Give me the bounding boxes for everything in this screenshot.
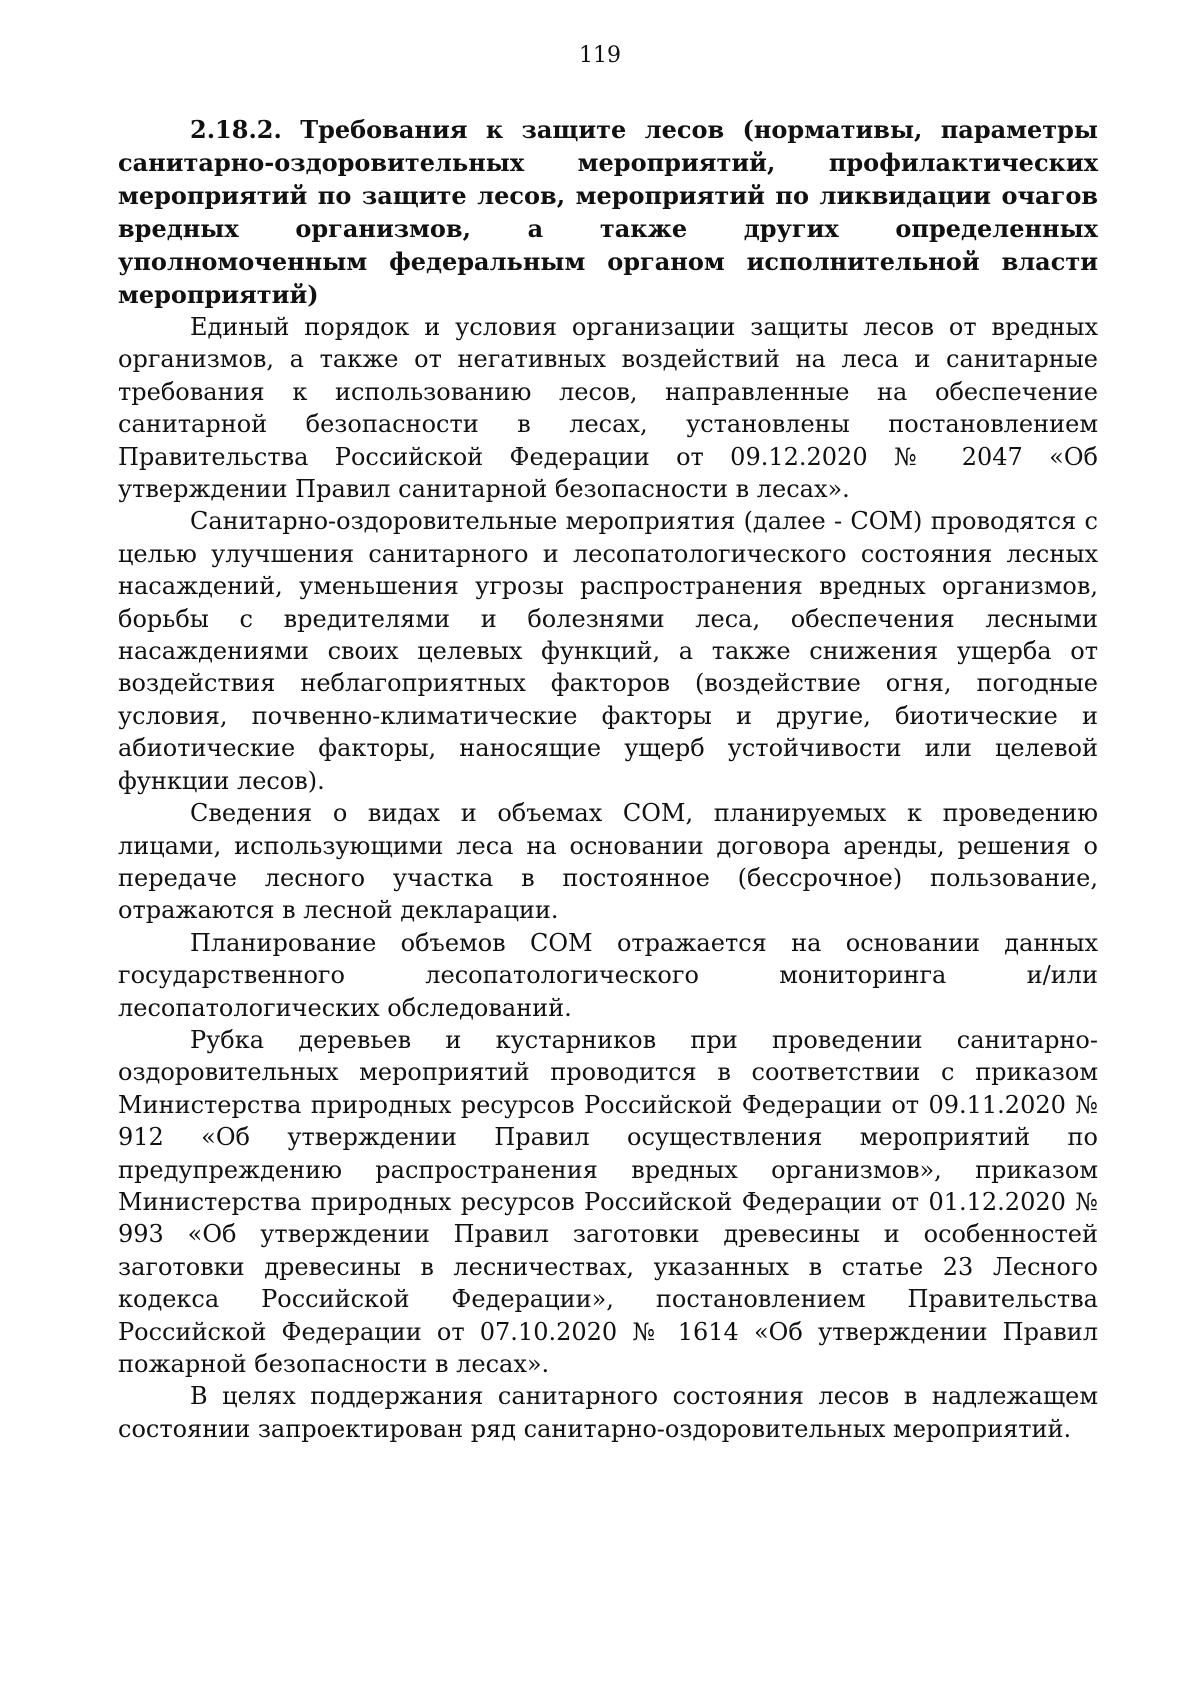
paragraph-protection-rules: Единый порядок и условия организации защиты лесов от вредных организмов, а также от негативных воздействий на леса и санитарные требования к использованию лесов, направленные на обеспечение санитарной безопасности в лесах, установлены постановлением Правительства Российской Федерации от 09.12.2020 № 2047 «Об утверждении Правил санитарной безопасности в лесах». [118, 313, 1098, 504]
paragraph-sanitary-measures: В целях поддержания санитарного состояния лесов в надлежащем состоянии запроектирован ряд санитарно-оздоровительных мероприятий. [118, 1382, 1098, 1443]
paragraph-som-declaration: Сведения о видах и объемах СОМ, планируемых к проведению лицами, использующими леса на основании договора аренды, решения о передаче лесного участка в постоянное (бессрочное) пользование, отражаются в лесной декларации. [118, 799, 1098, 925]
paragraph-som-planning: Планирование объемов СОМ отражается на основании данных государственного лесопатологического мониторинга и/или лесопатологических обследований. [118, 928, 1098, 1022]
document-body [118, 113, 1098, 1445]
paragraph-som-definition: Санитарно-оздоровительные мероприятия (далее - СОМ) проводятся с целью улучшения санитарного и лесопатологического состояния лесных насаждений, уменьшения угрозы распространения вредных организмов, борьбы с вредителями и болезнями леса, обеспечения лесными насаждениями своих целевых функций, а также снижения ущерба от воздействия неблагоприятных факторов (воздействие огня, погодные условия, почвенно-климатические факторы и другие, биотические и абиотические факторы, наносящие ущерб устойчивости или целевой функции лесов). [118, 507, 1098, 795]
section-heading: 2.18.2. Требования к защите лесов (нормативы, параметры санитарно-оздоровительных мероприятий, профилактических мероприятий по защите лесов, мероприятий по ликвидации очагов вредных организмов, а также других определенных уполномоченным федеральным органом исполнительной власти мероприятий) [118, 115, 1098, 309]
page-number: 119 [579, 43, 621, 68]
paragraph-cutting-regulations: Рубка деревьев и кустарников при проведении санитарно-оздоровительных мероприятий проводится в соответствии с приказом Министерства природных ресурсов Российской Федерации от 09.11.2020 № 912 «Об утверждении Правил осуществления мероприятий по предупреждению распространения вредных организмов», приказом Министерства природных ресурсов Российской Федерации от 01.12.2020 № 993 «Об утверждении Правил заготовки древесины и особенностей заготовки древесины в лесничествах, указанных в статье 23 Лесного кодекса Российской Федерации», постановлением Правительства Российской Федерации от 07.10.2020 № 1614 «Об утверждении Правил пожарной безопасности в лесах». [118, 1025, 1098, 1378]
